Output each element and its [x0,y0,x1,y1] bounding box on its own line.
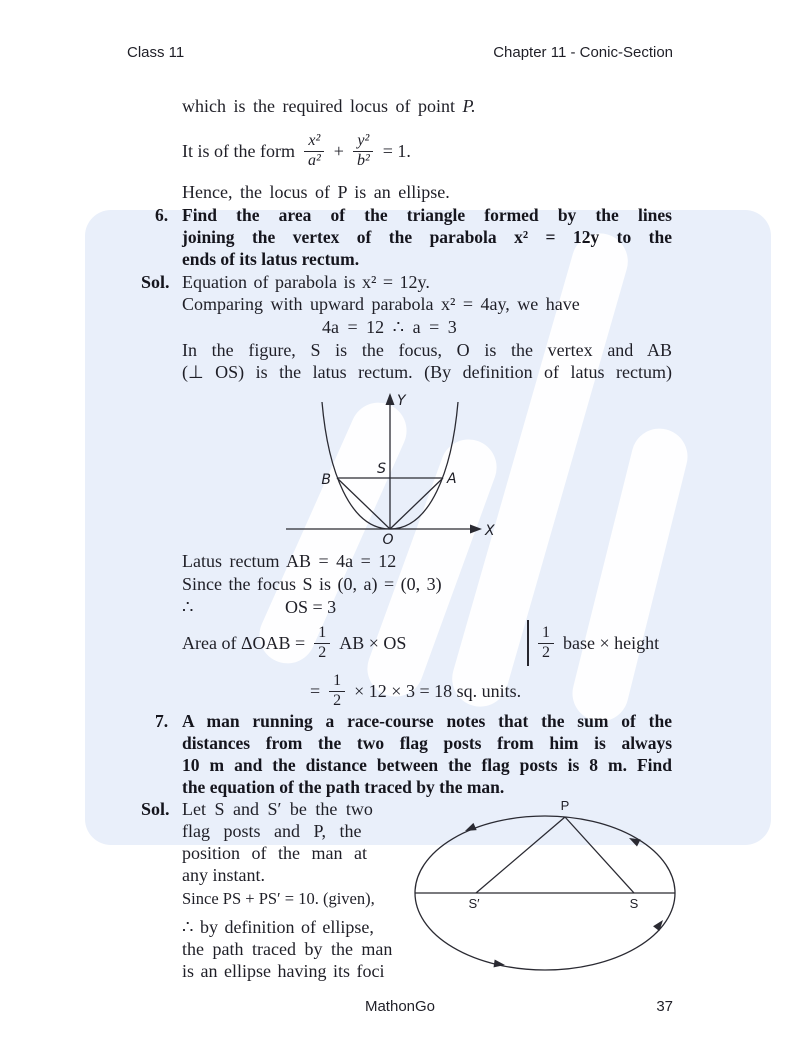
area-post: AB × OS [339,633,407,653]
label-a: A [447,471,457,487]
intro-ellipse-form-row [182,122,411,180]
y-axis-arrow-icon [386,393,395,405]
q6-statement-line: ends of its latus rectum. [182,249,360,269]
plus-sign: + [333,141,344,161]
q7-sol-line: ∴ by definition of ellipse, [182,917,374,937]
q6-number: 6. [155,205,169,225]
label-b: B [321,472,331,488]
label-s2: S [629,896,639,911]
intro-form-text: It is of the form [182,141,295,161]
q7-sol-line: Let S and S′ be the two [182,799,373,819]
intro-line-locus-text: which is the required locus of point [182,96,463,116]
therefore-symbol: ∴ [182,597,194,617]
q6-sol-line: Comparing with upward parabola x² = 4ay, we have [182,294,580,314]
intro-line-hence: Hence, the locus of P is an ellipse. [182,182,450,202]
label-y: Y [397,393,406,409]
note-text: base × height [563,633,660,653]
q7-statement-line: the equation of the path traced by the man. [182,777,505,797]
q6-sol-label: Sol. [141,272,170,292]
label-s-prime: S′ [468,896,480,911]
fraction-half: $\frac{1}{2}$ [314,624,330,662]
q7-sol-line: any instant. [182,865,265,885]
footer-brand: MathonGo [364,998,436,1015]
x-axis-arrow-icon [470,525,482,534]
q6-area-row [182,618,406,668]
fraction-y2-b2: $\frac{\text{y²}}{\text{b²}}$ [353,132,374,170]
q7-statement-line: distances from the two flag posts from him is always [182,733,672,753]
q6-sol-line: (⊥ OS) is the latus rectum. (By definition of latus rectum) [182,362,672,382]
q7-number: 7. [155,711,169,731]
q6-sol-line-4a: 4a = 12 ∴ a = 3 [322,317,457,337]
calc-equals: = [310,681,321,701]
direction-arrow-icon [463,823,476,835]
ellipse-figure-svg [405,798,695,988]
label-o: O [382,532,394,548]
calc-result: × 12 × 3 = 18 sq. units. [354,681,522,701]
q6-area-note [527,618,659,668]
area-pre: Area of ΔOAB = [182,633,306,653]
fraction-half: 1 2 [538,624,554,662]
q6-calc-row [310,666,521,716]
parabola-figure-svg [270,385,510,557]
parabola-figure [270,385,510,562]
q7-sol-label: Sol. [141,799,170,819]
equals-one: = 1. [382,141,411,161]
ellipse-figure [405,798,695,993]
label-p: P [560,798,570,813]
header-class: Class 11 [127,44,185,61]
q7-sol-line: Since PS + PS′ = 10. (given), [182,889,375,908]
q7-sol-line: flag posts and P, the [182,821,362,841]
q6-sol-line: Equation of parabola is x² = 12y. [182,272,430,292]
fraction-half: $\frac{1}{2}$ [329,672,345,710]
ps1-line [476,817,565,893]
q7-sol-line: position of the man at [182,843,367,863]
label-x: X [485,523,495,539]
ps2-line [565,817,634,893]
fraction-x2-a2: x² a² [304,132,325,170]
q7-sol-line: the path traced by the man [182,939,393,959]
footer-page-number: 37 [656,998,673,1015]
triangle-side-oa [390,478,443,529]
q6-focus-line: Since the focus S is (0, a) = (0, 3) [182,574,442,594]
watermark-stripe [567,423,694,728]
q7-statement-line: 10 m and the distance between the flag posts is 8 m. Find [182,755,672,775]
q7-statement-line: A man running a race-course notes that the sum of the [182,711,672,731]
label-s: S [377,461,386,477]
q6-latus-line: Latus rectum AB = 4a = 12 [182,551,397,571]
direction-arrow-icon [494,960,506,969]
header-chapter: Chapter 11 - Conic-Section [493,44,673,61]
q6-sol-line: In the figure, S is the focus, O is the vertex and AB [182,340,672,360]
q6-statement-line: Find the area of the triangle formed by the lines [182,205,672,225]
triangle-side-ob [337,478,390,529]
intro-point-var: P. [462,96,476,116]
note-divider [527,620,529,666]
q6-statement-line: joining the vertex of the parabola x² = 12y to the [182,227,672,247]
q7-sol-line: is an ellipse having its foci [182,961,385,981]
intro-line-locus [182,95,476,117]
q6-os-line: OS = 3 [285,597,337,617]
